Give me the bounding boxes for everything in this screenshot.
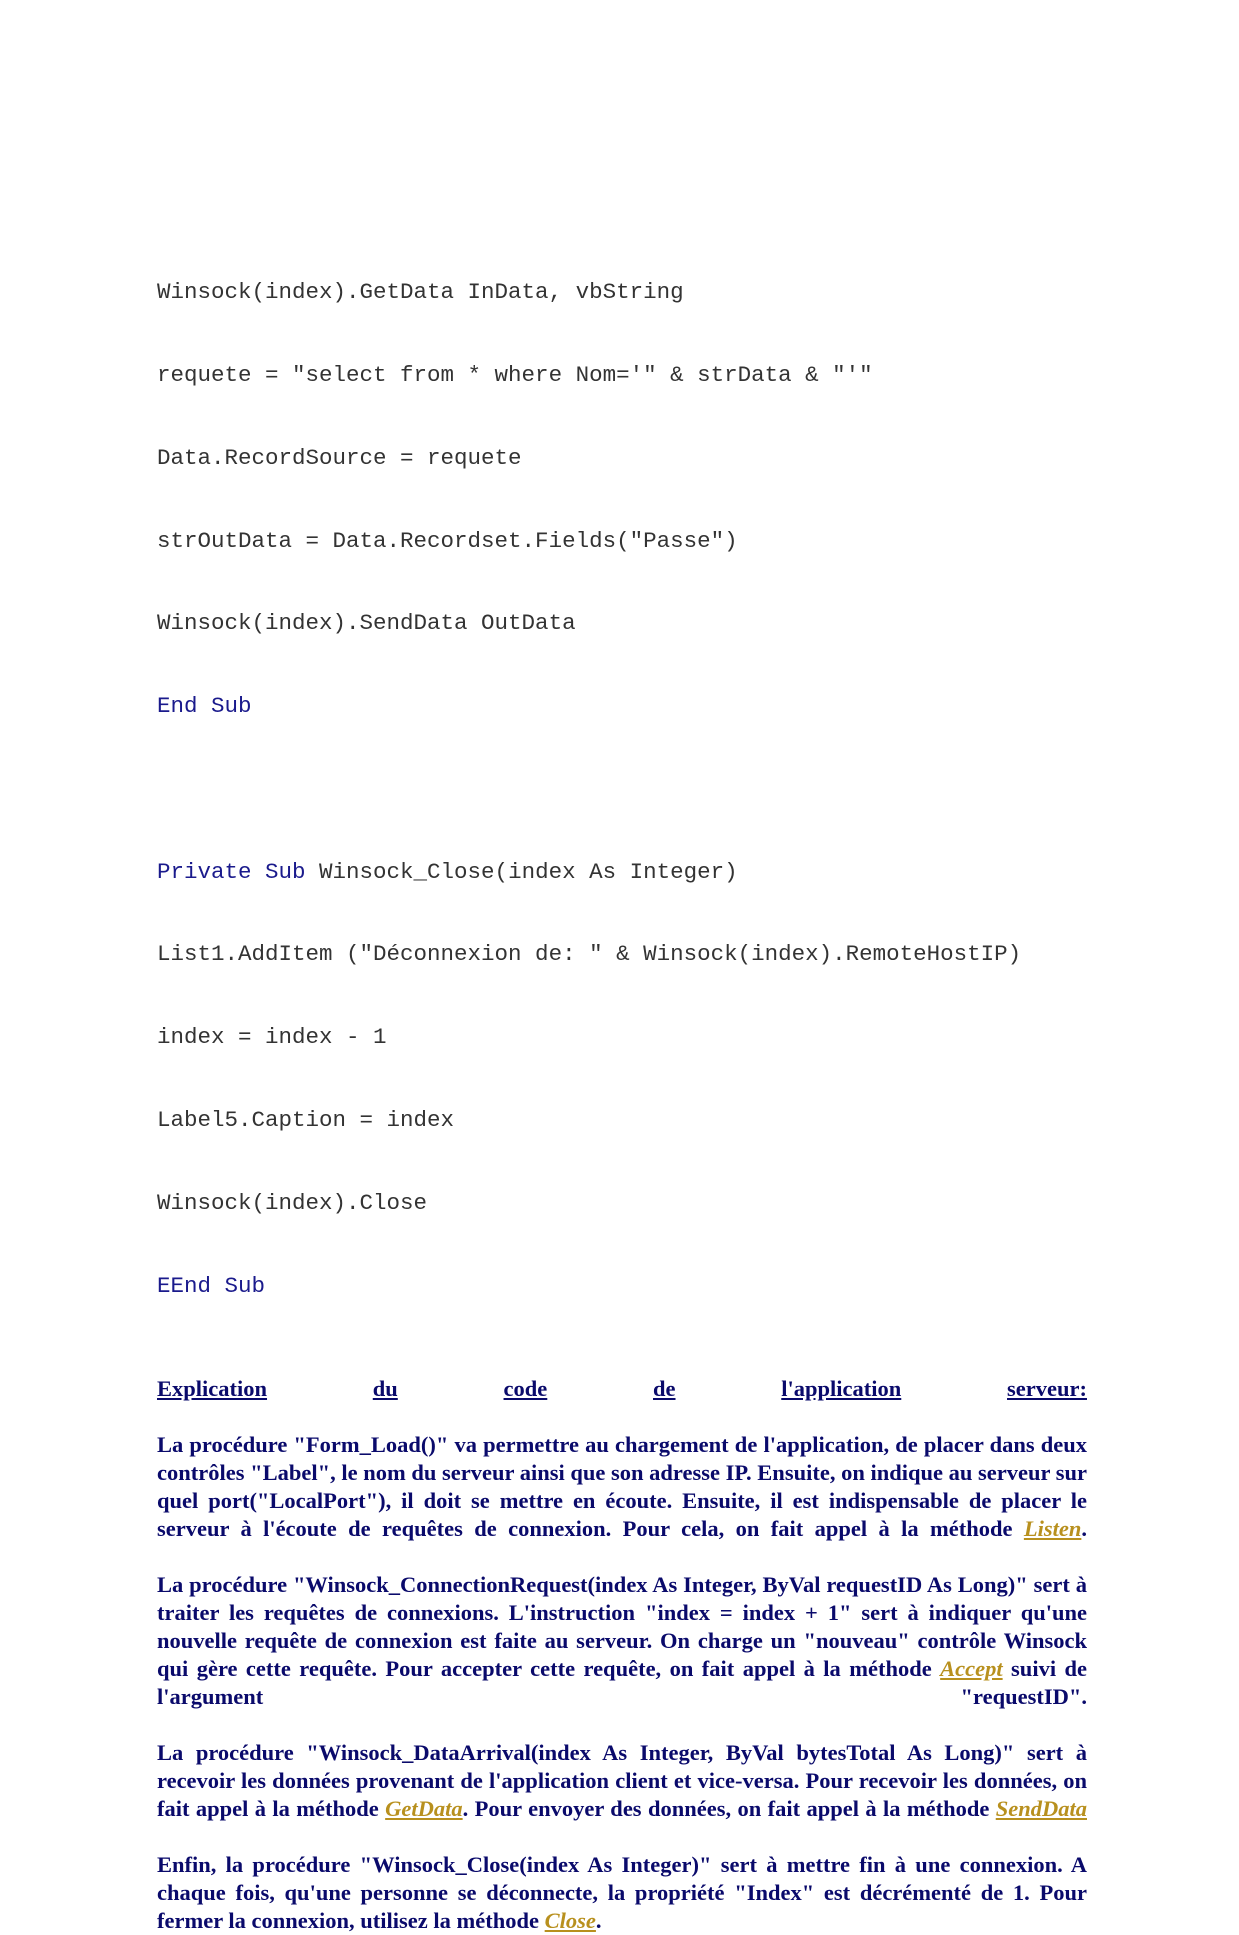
code-text: Winsock_Close(index As Integer)	[305, 858, 738, 885]
link-getdata[interactable]: GetData	[385, 1796, 463, 1822]
paragraph-text: La procédure "Winsock_DataArrival(index As Integer, ByVal bytesTotal As Long)" sert à recevoir les données provenant de l'application client et vice-versa. Pour recevoir les données, on fait appel à la méthode	[157, 1740, 1087, 1822]
paragraph-data-arrival	[157, 1739, 1087, 1823]
paragraph-text: La procédure "Winsock_ConnectionRequest(index As Integer, ByVal requestID As Long)" sert à traiter les requêtes de connexions. L'instruction "index = index + 1" sert à indiquer qu'une nouvelle requête de connexion est faite au serveur. On charge un "nouveau" contrôle Winsock qui gère cette requête. Pour accepter cette requête, on fait appel à la méthode	[157, 1572, 1087, 1682]
code-keyword: Private Sub	[157, 858, 306, 885]
code-line: strOutData = Data.Recordset.Fields("Passe")	[157, 527, 738, 554]
code-line-end-sub: End Sub	[157, 693, 252, 720]
code-line: Label5.Caption = index	[157, 1107, 455, 1133]
paragraph-text: .	[595, 1908, 602, 1934]
code-line-end-sub: EEnd Sub	[157, 1272, 266, 1299]
code-blank-line	[157, 776, 1087, 804]
paragraph-text: suivi de l'argument "requestID".	[157, 1656, 1087, 1710]
paragraph-connection-request	[157, 1571, 1087, 1711]
code-line: Winsock(index).GetData InData, vbString	[157, 279, 684, 306]
paragraph-close	[157, 1851, 1087, 1935]
paragraph-text: . Pour envoyer des données, on fait appel à la méthode	[462, 1796, 996, 1822]
paragraph-text: La procédure "Form_Load()" va permettre au chargement de l'application, de placer dans deux contrôles "Label", le nom du serveur ainsi que son adresse IP. Ensuite, on indique au serveur sur quel port("LocalPort"), il doit se mettre en écoute. Ensuite, il est indispensable de placer le serveur à l'écoute de requêtes de connexion. Pour cela, on fait appel à la méthode	[157, 1432, 1087, 1542]
code-line: Winsock(index).SendData OutData	[157, 610, 576, 637]
link-accept[interactable]: Accept	[940, 1656, 1003, 1682]
document-page	[157, 224, 1087, 1935]
paragraph-text: .	[1081, 1516, 1087, 1542]
link-close[interactable]: Close	[544, 1908, 596, 1934]
heading-word: code	[503, 1376, 548, 1402]
heading-word: l'application	[781, 1376, 902, 1402]
section-heading	[157, 1375, 1087, 1403]
paragraph-form-load	[157, 1431, 1087, 1543]
link-senddata[interactable]: SendData	[995, 1796, 1087, 1822]
heading-word: Explication	[157, 1376, 268, 1402]
code-block	[157, 224, 1087, 1355]
heading-word: de	[653, 1376, 676, 1402]
code-line: Data.RecordSource = requete	[157, 444, 522, 471]
code-line-sub-signature	[157, 859, 1087, 887]
paragraph-text: Enfin, la procédure "Winsock_Close(index As Integer)" sert à mettre fin à une connexion. A chaque fois, qu'une personne se déconnecte, la propriété "Index" est décrémenté de 1. Pour fermer la connexion, utilisez la méthode	[157, 1852, 1087, 1934]
code-line: index = index - 1	[157, 1024, 387, 1051]
heading-word: serveur:	[1007, 1376, 1087, 1402]
heading-word: du	[372, 1376, 398, 1402]
link-listen[interactable]: Listen	[1023, 1516, 1082, 1542]
code-line: List1.AddItem ("Déconnexion de: " & Winsock(index).RemoteHostIP)	[157, 941, 1022, 968]
code-line: requete = "select from * where Nom='" & strData & "'"	[157, 361, 873, 388]
code-line: Winsock(index).Close	[157, 1189, 428, 1216]
